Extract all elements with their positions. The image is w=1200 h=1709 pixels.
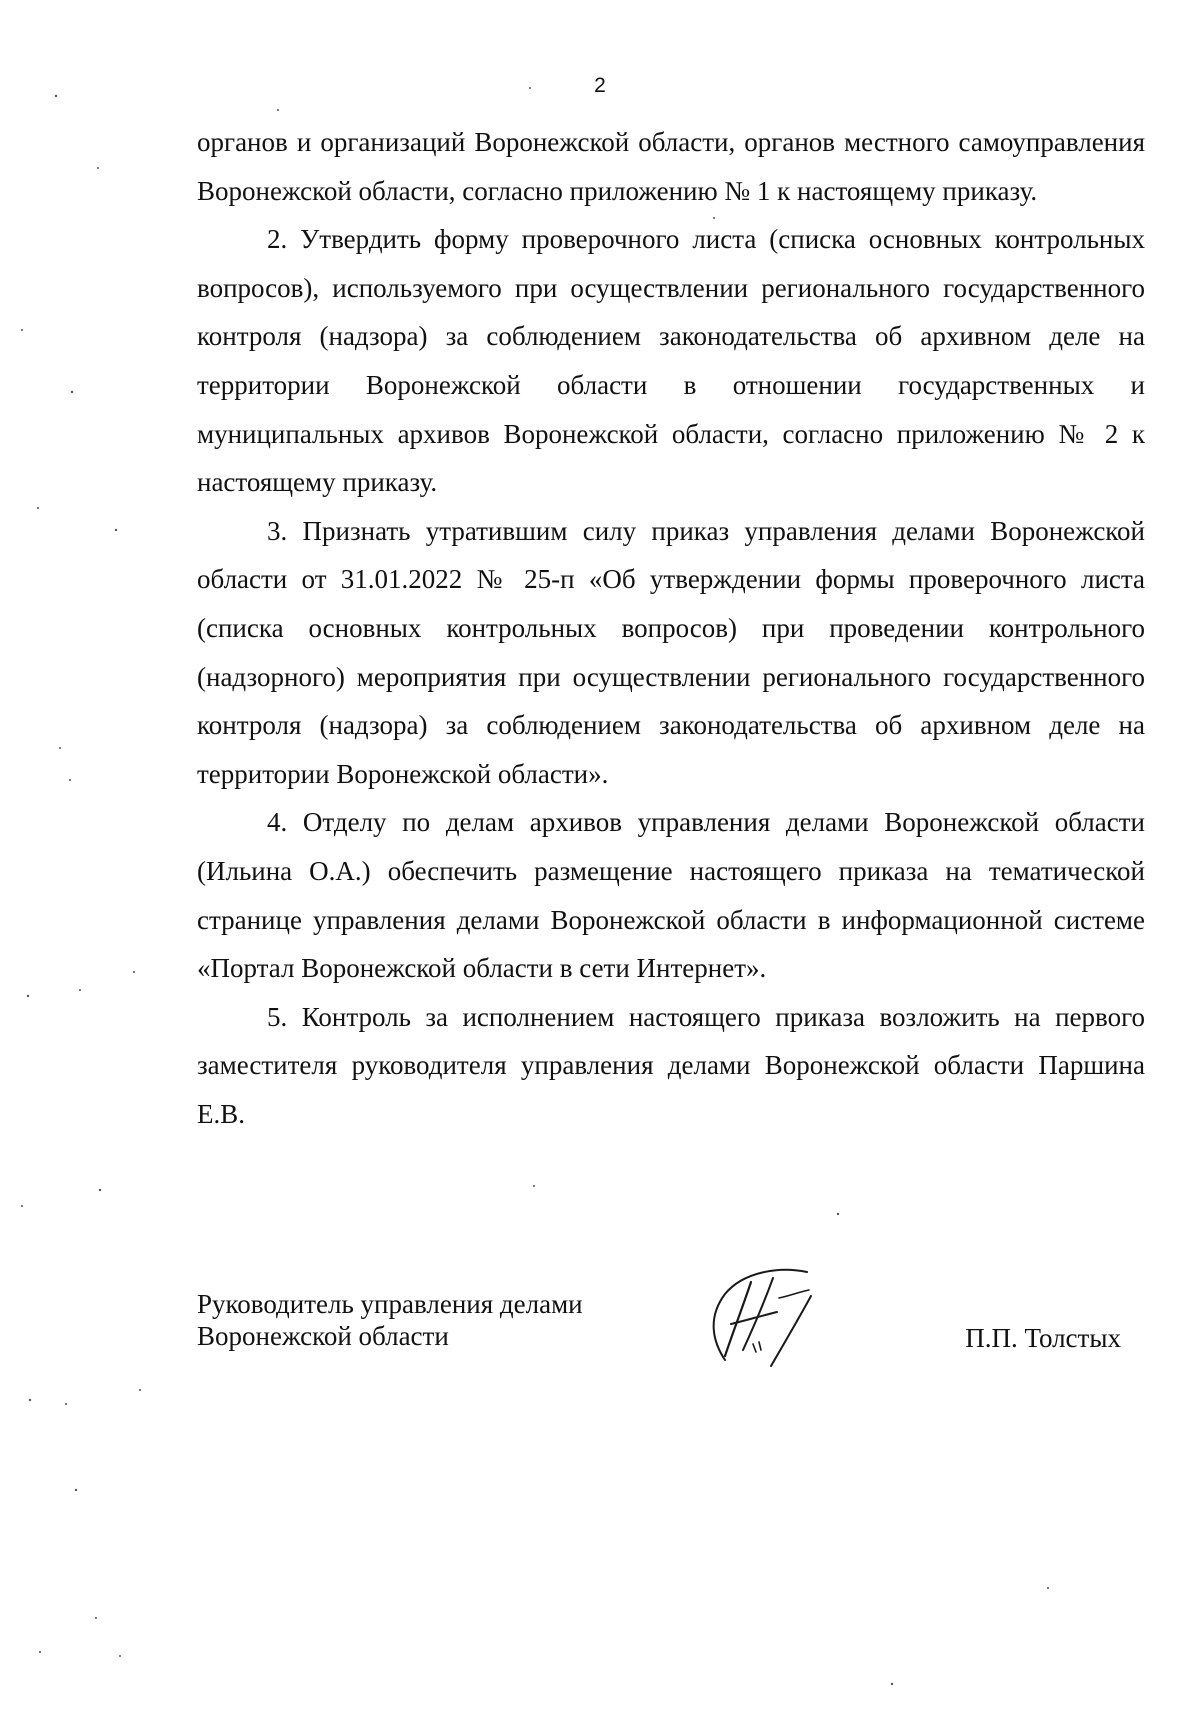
paragraph-continuation: органов и организаций Воронежской области, органов местного самоуправления Воронежской области, согласно приложению № 1 к настоящему приказу.	[197, 127, 1145, 206]
signature-block	[197, 1288, 1145, 1408]
paragraph-item-2: 2. Утвердить форму проверочного листа (списка основных контрольных вопросов), используемого при осуществлении регионального государственного контроля (надзора) за соблюдением законодательства об архивном деле на территории Воронежской области в отношении государственных и муниципальных архивов Воронежской области, согласно приложению № 2 к настоящему приказу.	[197, 224, 1145, 498]
signatory-title-line-1: Руководитель управления делами	[197, 1289, 583, 1319]
page-number: 2	[594, 74, 606, 97]
signatory-title	[197, 1288, 583, 1352]
signatory-title-line-2: Воронежской области	[197, 1321, 449, 1351]
paragraph-item-3: 3. Признать утратившим силу приказ управления делами Воронежской области от 31.01.2022 № 25-п «Об утверждении формы проверочного листа (списка основных контрольных вопросов) при проведении контрольного (надзорного) мероприятия при осуществлении регионального государственного контроля (надзора) за соблюдением законодательства об архивном деле на территории Воронежской области».	[197, 515, 1145, 789]
paragraph-item-5: 5. Контроль за исполнением настоящего приказа возложить на первого заместителя руководителя управления делами Воронежской области Паршина Е.В.	[197, 1001, 1145, 1129]
handwritten-signature-icon	[695, 1260, 823, 1370]
document-body	[197, 118, 1145, 1138]
signatory-name: П.П. Толстых	[965, 1323, 1121, 1353]
paragraph-item-4: 4. Отделу по делам архивов управления делами Воронежской области (Ильина О.А.) обеспечить размещение настоящего приказа на тематической странице управления делами Воронежской области в информационной системе «Портал Воронежской области в сети Интернет».	[197, 807, 1145, 984]
